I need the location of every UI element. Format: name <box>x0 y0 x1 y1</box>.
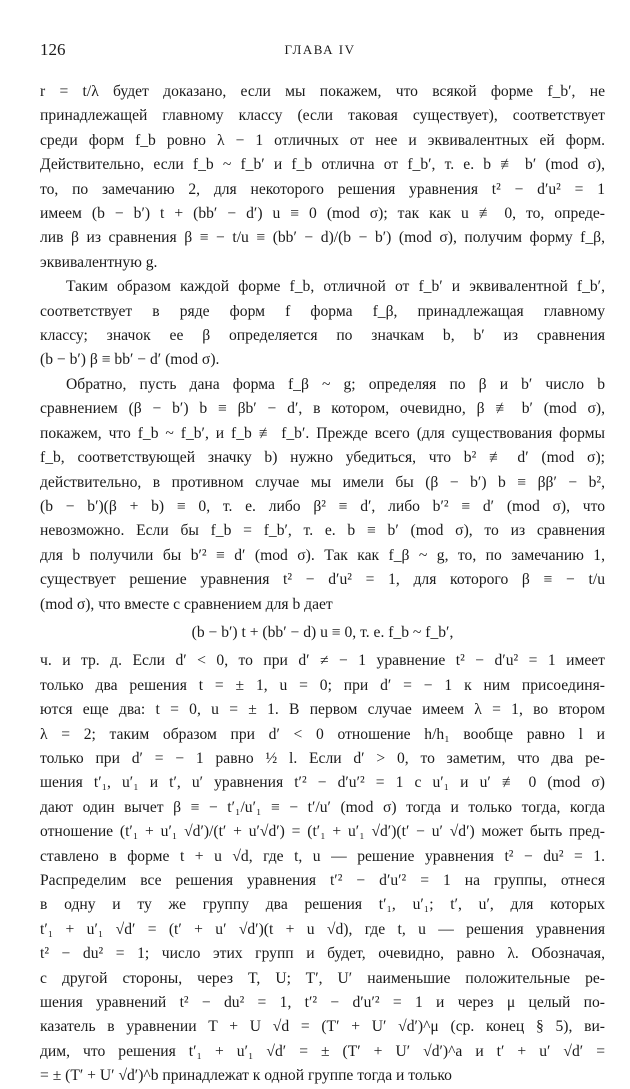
text-line: = ± (T′ + U′ √d′)^b принадлежат к одной группе тогда и только <box>40 1067 452 1085</box>
text-line: t² − du² = 1; число этих групп и будет, очевидно, равно λ. Обозначая, <box>40 945 605 963</box>
text-line: (mod σ), что вместе с сравнением для b дает <box>40 595 333 613</box>
text-line: r = t/λ будет доказано, если мы покажем, что всякой форме f_b′, не <box>40 83 605 100</box>
paragraph <box>40 649 605 1088</box>
text-line: действительно, в противном случае мы имели бы (β − b′) b ≡ ββ′ − b², <box>40 473 605 491</box>
text-line: классу; значок ее β определяется по значкам b, b′ из сравнения <box>40 327 605 345</box>
text-line: только два решения t = ± 1, u = 0; при d′ = − 1 к ним присоединя- <box>40 676 605 694</box>
text-line: (b − b′) β ≡ bb′ − d′ (mod σ). <box>40 351 220 369</box>
text-line: отношение (t′₁ + u′₁ √d′)/(t′ + u′√d′) = (t′₁ + u′₁ √d′)(t′ − u′ √d′) может быть пред- <box>40 823 605 841</box>
text-line: эквивалентную g. <box>40 253 158 271</box>
text-line: в одну и ту же группу два решения t′₁, u′₁; t′, u′, для которых <box>40 896 605 914</box>
text-line: казатель в уравнении T + U √d = (T′ + U′ √d′)^μ (ср. конец § 5), ви- <box>40 1018 605 1036</box>
text-line: для b получили бы b′² ≡ d′ (mod σ). Так как f_β ~ g, то, по замечанию 1, <box>40 546 605 564</box>
text-line: с другой стороны, через T, U; T′, U′ наименьшие положительные ре- <box>40 969 605 987</box>
text-line: шения t′₁, u′₁ и t′, u′ уравнения t′² − d′u′² = 1 с u′₁ и u′ ≢ 0 (mod σ) <box>40 774 605 792</box>
text-line: ставлено в форме t + u √d, где t, u — решение уравнения t² − du² = 1. <box>40 847 605 865</box>
text-line: лив β из сравнения β ≡ − t/u ≡ (bb′ − d)/(b − b′) (mod σ), получим форму f_β, <box>40 229 605 247</box>
paragraph <box>40 275 605 373</box>
text-line: λ = 2; таким образом при d′ < 0 отношение h/h₁ вообще равно l и <box>40 725 605 743</box>
text-line: существует решение уравнения t² − d′u² = 1, для которого β ≡ − t/u <box>40 571 605 589</box>
text-line: f_b, соответствующей значку b) нужно убедиться, что b² ≢ d′ (mod σ); <box>40 449 605 467</box>
text-line: Обратно, пусть дана форма f_β ~ g; определяя по β и b′ число b <box>66 375 605 393</box>
text-line: то, по замечанию 2, для некоторого решения уравнения t² − d′u² = 1 <box>40 180 605 198</box>
page-header <box>40 40 600 64</box>
text-line: дим, что решения t′₁ + u′₁ √d′ = ± (T′ + U′ √d′)^a и t′ + u′ √d′ = <box>40 1042 605 1060</box>
text-line: сравнением (β − b′) b ≡ βb′ − d′, в котором, очевидно, β ≢ b′ (mod σ), <box>40 400 605 418</box>
text-line: Действительно, если f_b ~ f_b′ и f_b отлична от f_b′, т. е. b ≢ b′ (mod σ), <box>40 156 605 174</box>
text-line: Таким образом каждой форме f_b, отличной от f_b′ и эквивалентной f_b′, <box>66 278 605 296</box>
text-line: среди форм f_b ровно λ − 1 отличных от нее и эквивалентных ей форм. <box>40 131 605 149</box>
text-line: соответствует в ряде форм f форма f_β, принадлежащая главному <box>40 302 605 320</box>
text-line: покажем, что f_b ~ f_b′, и f_b ≢ f_b′. Прежде всего (для существования формы <box>40 424 605 442</box>
chapter-title: ГЛАВА IV <box>284 42 356 57</box>
text-line: имеем (b − b′) t + (bb′ − d′) u ≡ 0 (mod σ); так как u ≢ 0, то, опреде- <box>40 205 605 223</box>
text-line: (b − b′)(β + b) ≡ 0, т. е. либо β² ≡ d′, либо b′² ≡ d′ (mod σ), что <box>40 497 605 515</box>
text-line: ч. и тр. д. Если d′ < 0, то при d′ ≠ − 1 уравнение t² − d′u² = 1 имеет <box>40 652 605 670</box>
page-number: 126 <box>40 40 66 59</box>
text-line: шения уравнений t² − du² = 1, t′² − d′u′² = 1 и через μ целый по- <box>40 994 605 1012</box>
text-line: Распределим все решения уравнения t′² − d′u′² = 1 на группы, отнеся <box>40 872 605 889</box>
text-line: только при d′ = − 1 равно ½ l. Если d′ > 0, то заметим, что два ре- <box>40 749 605 767</box>
text-line: невозможно. Если бы f_b = f_b′, т. е. b ≡ b′ (mod σ), то из сравнения <box>40 522 605 540</box>
page-body <box>40 80 605 1089</box>
display-equation: (b − b′) t + (bb′ − d) u ≡ 0, т. е. f_b ~ f_b′, <box>191 623 454 641</box>
paragraph <box>40 80 605 275</box>
paragraph <box>40 373 605 617</box>
text-line: ются еще два: t = 0, u = ± 1. В первом случае имеем λ = 1, во втором <box>40 701 605 719</box>
text-line: дают один вычет β ≡ − t′₁/u′₁ ≡ − t′/u′ (mod σ) тогда и только тогда, когда <box>40 798 605 816</box>
text-line: t′₁ + u′₁ √d′ = (t′ + u′ √d′)(t + u √d), где t, u — решения уравнения <box>40 920 605 938</box>
text-line: принадлежащей главному классу (если таковая существует), соответствует <box>40 107 605 125</box>
